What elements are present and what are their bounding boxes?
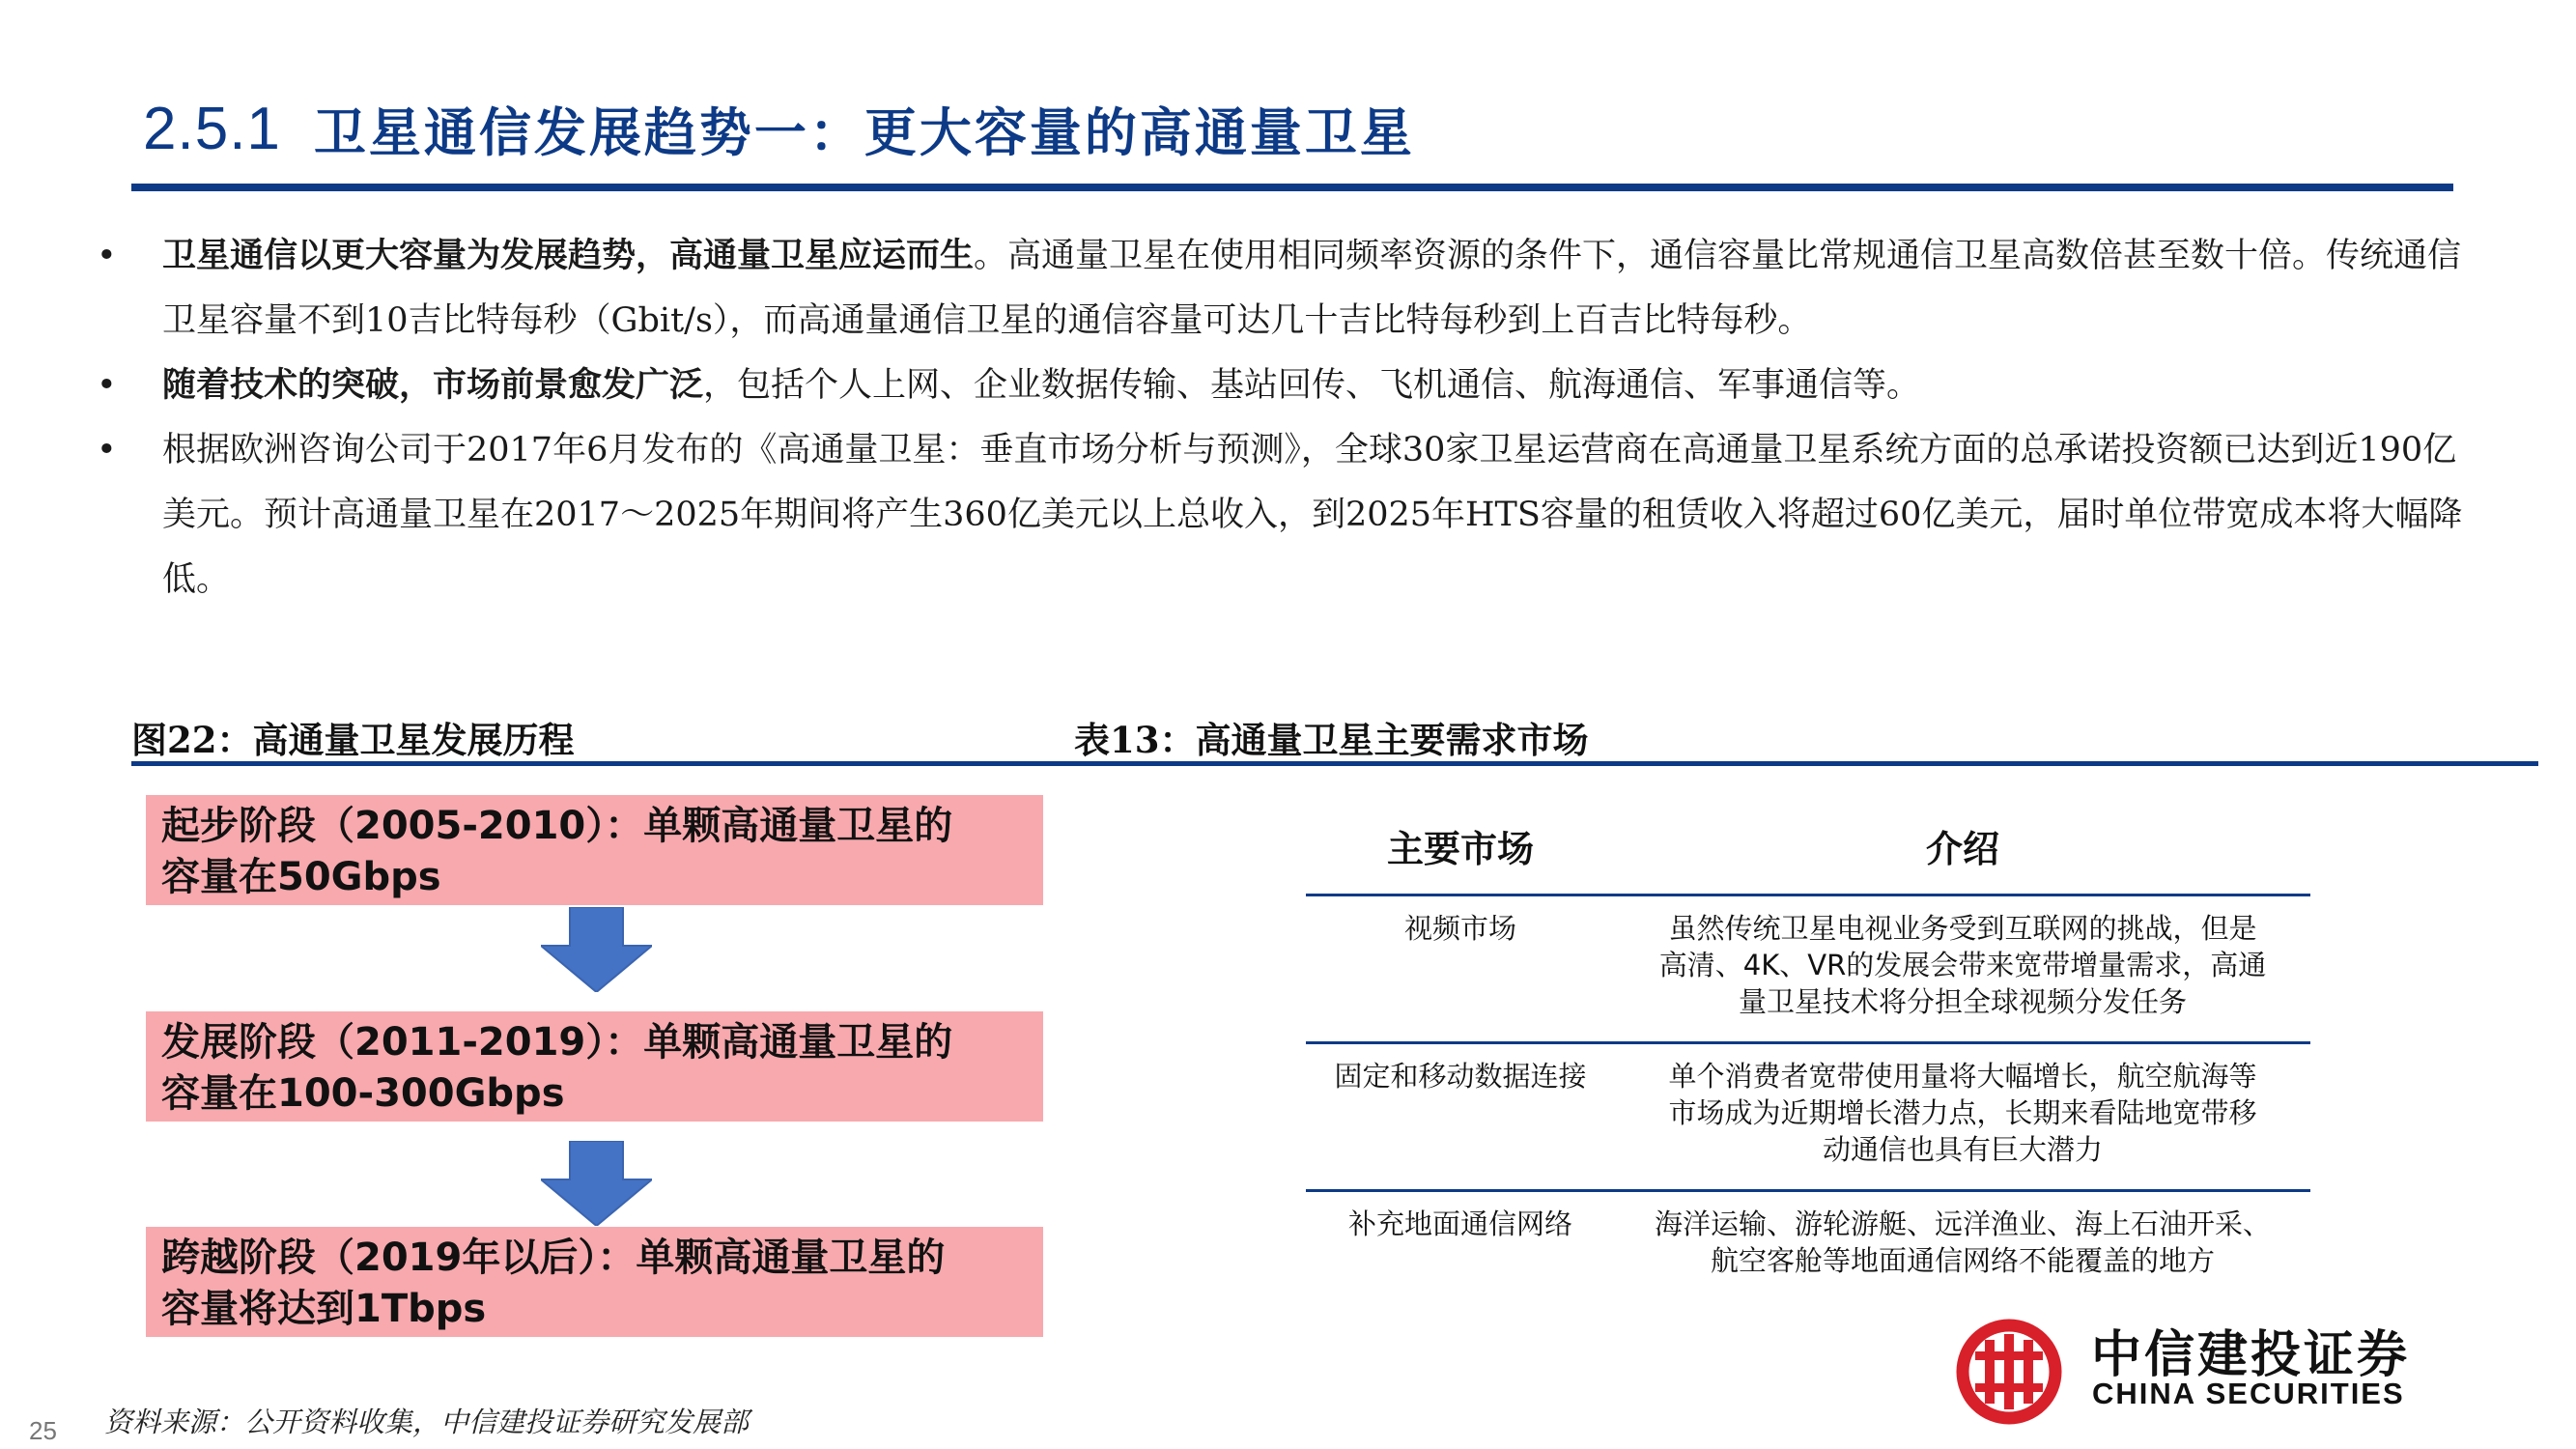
table-header-row xyxy=(1306,797,2310,896)
table-header-intro: 介绍 xyxy=(1925,827,1999,870)
bullet-dot: • xyxy=(97,237,117,275)
table-row xyxy=(1306,896,2310,1044)
table-caption: 表13：高通量卫星主要需求市场 xyxy=(1074,719,1589,761)
bullet-item xyxy=(93,354,2478,418)
table-header-market: 主要市场 xyxy=(1386,827,1534,870)
page-number: 25 xyxy=(29,1416,57,1445)
citic-emblem-icon xyxy=(1946,1319,2072,1425)
market-table xyxy=(1306,797,2310,1300)
stage-line-1: 跨越阶段（2019年以后）：单颗高通量卫星的 xyxy=(161,1236,946,1280)
bullet-dot: • xyxy=(97,366,117,405)
table-row xyxy=(1306,1044,2310,1192)
section-title: 卫星通信发展趋势一：更大容量的高通量卫星 xyxy=(313,101,1415,163)
bullet-dot: • xyxy=(97,431,117,469)
desc-line: 虽然传统卫星电视业务受到互联网的挑战，但是 xyxy=(1668,912,2257,945)
bullet-item xyxy=(93,418,2478,612)
table-cell-market: 固定和移动数据连接 xyxy=(1334,1060,1587,1093)
table-cell-desc xyxy=(1615,896,2310,1041)
slide-title xyxy=(143,85,1415,172)
table-row xyxy=(1306,1192,2310,1300)
down-arrow-icon xyxy=(541,907,652,992)
source-note: 资料来源：公开资料收集，中信建投证券研究发展部 xyxy=(104,1406,750,1438)
bullet-body-text: 根据欧洲咨询公司于2017年6月发布的《高通量卫星：垂直市场分析与预测》，全球30家卫星运营商在高通量卫星系统方面的总承诺投资额已达到近190亿美元。预计高通量卫星在2017～2025年期间将产生360亿美元以上总收入，到2025年HTS容量的租赁收入将超过60亿美元，届时单位带宽成本将大幅降低。 xyxy=(162,431,2463,599)
figure-caption: 图22：高通量卫星发展历程 xyxy=(131,719,575,761)
bullet-list xyxy=(93,224,2478,612)
bullet-item xyxy=(93,224,2478,354)
stage-box-development xyxy=(146,1011,1043,1122)
desc-line: 市场成为近期增长潜力点，长期来看陆地宽带移 xyxy=(1668,1096,2257,1129)
stage-line-1: 发展阶段（2011-2019）：单颗高通量卫星的 xyxy=(161,1020,953,1065)
stage-box-leap xyxy=(146,1227,1043,1337)
company-logo xyxy=(1946,1319,2487,1425)
table-cell-market: 补充地面通信网络 xyxy=(1347,1208,1572,1240)
table-cell-desc xyxy=(1615,1192,2310,1300)
stage-box-startup xyxy=(146,795,1043,905)
logo-english-name: CHINA SECURITIES xyxy=(2092,1377,2405,1410)
bullet-body-text: ，包括个人上网、企业数据传输、基站回传、飞机通信、航海通信、军事通信等。 xyxy=(703,366,1921,405)
stage-line-2: 容量将达到1Tbps xyxy=(161,1287,487,1331)
desc-line: 航空客舱等地面通信网络不能覆盖的地方 xyxy=(1710,1244,2215,1277)
stage-line-1: 起步阶段（2005-2010）：单颗高通量卫星的 xyxy=(161,804,953,848)
bullet-bold-text: 随着技术的突破，市场前景愈发广泛 xyxy=(162,366,704,405)
desc-line: 单个消费者宽带使用量将大幅增长，航空航海等 xyxy=(1668,1060,2257,1093)
caption-divider xyxy=(131,761,2538,766)
desc-line: 海洋运输、游轮游艇、远洋渔业、海上石油开采、 xyxy=(1654,1208,2271,1240)
table-cell-market: 视频市场 xyxy=(1403,912,1516,945)
bullet-text xyxy=(162,224,2478,354)
bullet-text xyxy=(162,418,2478,612)
title-divider xyxy=(131,184,2453,191)
bullet-bold-text: 卫星通信以更大容量为发展趋势，高通量卫星应运而生 xyxy=(162,237,975,275)
bullet-body-text: 。高通量卫星在使用相同频率资源的条件下，通信容量比常规通信卫星高数倍甚至数十倍。传统通信卫星容量不到10吉比特每秒（Gbit/s），而高通量通信卫星的通信容量可达几十吉比特每秒到上百吉比特每秒。 xyxy=(162,237,2462,340)
stage-line-2: 容量在100-300Gbps xyxy=(161,1071,565,1116)
down-arrow-icon xyxy=(541,1141,652,1226)
bullet-text xyxy=(162,354,2478,418)
desc-line: 动通信也具有巨大潜力 xyxy=(1822,1133,2103,1166)
desc-line: 量卫星技术将分担全球视频分发任务 xyxy=(1738,985,2187,1018)
section-number: 2.5.1 xyxy=(143,95,281,162)
desc-line: 高清、4K、VR的发展会带来宽带增量需求，高通 xyxy=(1658,949,2267,981)
table-cell-desc xyxy=(1615,1044,2310,1189)
stage-line-2: 容量在50Gbps xyxy=(161,855,441,899)
logo-chinese-name: 中信建投证券 xyxy=(2091,1326,2411,1384)
